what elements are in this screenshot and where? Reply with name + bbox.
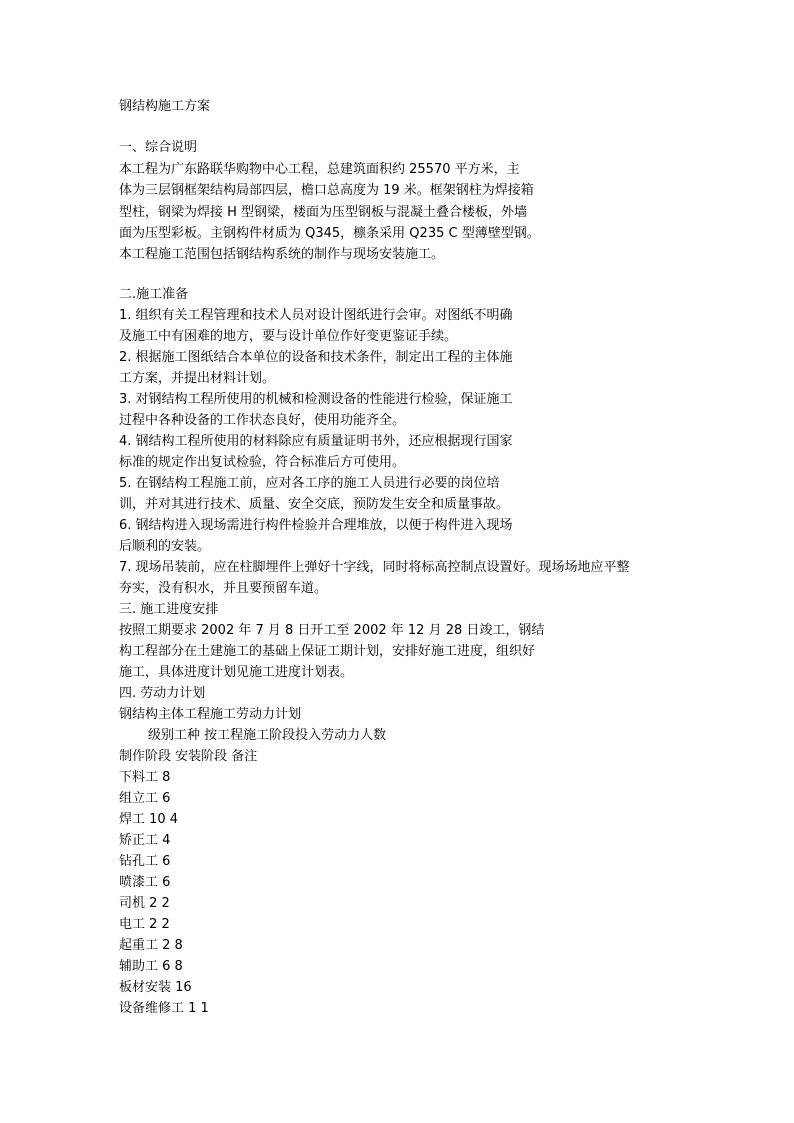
paragraph-line: 标准的规定作出复试检验，符合标准后方可使用。 (119, 455, 406, 470)
labor-row: 钻孔工 6 (119, 854, 171, 869)
labor-row: 下料工 8 (119, 770, 171, 785)
labor-row: 司机 2 2 (119, 896, 170, 911)
section-heading: 四. 劳动力计划 (119, 686, 206, 701)
paragraph-line: 工方案，并提出材料计划。 (119, 371, 276, 386)
labor-row: 辅助工 6 8 (119, 959, 183, 974)
paragraph-line: 7. 现场吊装前，应在柱脚埋件上弹好十字线，同时将标高控制点设置好。现场场地应平整 (119, 560, 630, 575)
labor-table-header: 级别工种 按工程施工阶段投入劳动力人数 (148, 728, 387, 743)
paragraph-line: 体为三层钢框架结构局部四层，檐口总高度为 19 米。框架钢柱为焊接箱 (119, 183, 534, 198)
paragraph-line: 本工程施工范围包括钢结构系统的制作与现场安装施工。 (119, 247, 445, 262)
labor-row: 起重工 2 8 (119, 938, 183, 953)
paragraph-line: 4. 钢结构工程所使用的材料除应有质量证明书外，还应根据现行国家 (119, 434, 513, 449)
paragraph-line: 本工程为广东路联华购物中心工程，总建筑面积约 25570 平方米，主 (119, 162, 520, 177)
paragraph-line: 构工程部分在土建施工的基础上保证工期计划，安排好施工进度，组织好 (119, 644, 536, 659)
labor-row: 电工 2 2 (119, 917, 170, 932)
paragraph-line: 5. 在钢结构工程施工前，应对各工序的施工人员进行必要的岗位培 (119, 476, 500, 491)
paragraph-line: 后顺利的安装。 (119, 539, 211, 554)
paragraph-line: 面为压型彩板。主钢构件材质为 Q345，檩条采用 Q235 C 型薄壁型钢。 (119, 226, 540, 241)
paragraph-line: 3. 对钢结构工程所使用的机械和检测设备的性能进行检验，保证施工 (119, 392, 513, 407)
paragraph-line: 型柱，钢梁为焊接 H 型钢梁，楼面为压型钢板与混凝土叠合楼板，外墙 (119, 205, 528, 220)
paragraph-line: 按照工期要求 2002 年 7 月 8 日开工至 2002 年 12 月 28 日竣工，钢结 (119, 623, 545, 638)
labor-row: 设备维修工 1 1 (119, 1001, 209, 1016)
paragraph-line: 过程中各种设备的工作状态良好，使用功能齐全。 (119, 413, 406, 428)
labor-table-subheader: 制作阶段 安装阶段 备注 (119, 749, 258, 764)
paragraph-line: 夯实，没有积水，并且要预留车道。 (119, 581, 328, 596)
labor-row: 板材安装 16 (119, 980, 192, 995)
paragraph-line: 2. 根据施工图纸结合本单位的设备和技术条件，制定出工程的主体施 (119, 350, 513, 365)
labor-row: 焊工 10 4 (119, 812, 179, 827)
document-title: 钢结构施工方案 (119, 99, 211, 114)
labor-row: 矫正工 4 (119, 833, 171, 848)
section-heading: 一、综合说明 (119, 140, 198, 155)
paragraph-line: 6. 钢结构进入现场需进行构件检验并合理堆放，以便于构件进入现场 (119, 518, 513, 533)
section-heading: 二.施工准备 (119, 287, 189, 302)
paragraph-line: 训，并对其进行技术、质量、安全交底，预防发生安全和质量事故。 (119, 497, 510, 512)
paragraph-line: 1. 组织有关工程管理和技术人员对设计图纸进行会审。对图纸不明确 (119, 308, 513, 323)
paragraph-line: 及施工中有困难的地方，要与设计单位作好变更鉴证手续。 (119, 329, 458, 344)
paragraph-line: 施工，具体进度计划见施工进度计划表。 (119, 665, 354, 680)
labor-row: 组立工 6 (119, 791, 171, 806)
section-heading: 三. 施工进度安排 (119, 602, 219, 617)
labor-row: 喷漆工 6 (119, 875, 171, 890)
labor-plan-title: 钢结构主体工程施工劳动力计划 (119, 707, 302, 722)
